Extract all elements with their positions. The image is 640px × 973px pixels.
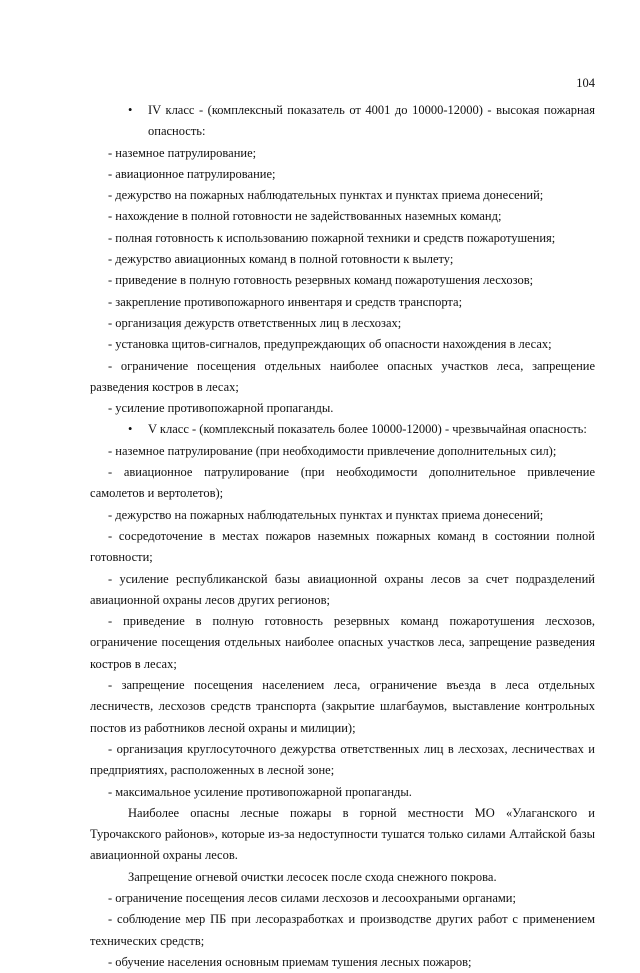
bullet-item: • V класс - (комплексный показатель более 10000-12000) - чрезвычайная опасность:	[90, 419, 595, 440]
dash-list-item: - авиационное патрулирование;	[108, 166, 276, 181]
dash-list-item: - закрепление противопожарного инвентаря и средств транспорта;	[108, 294, 463, 309]
dash-list-item: - приведение в полную готовность резервных команд пожаротушения лесхозов;	[108, 273, 534, 288]
dash-list-item: - усиление противопожарной пропаганды.	[108, 401, 334, 416]
dash-list-item: - организация дежурств ответственных лиц в лесхозах;	[108, 315, 402, 330]
dash-list-item: - дежурство авиационных команд в полной готовности к вылету;	[108, 252, 454, 267]
dash-list-item: - усиление республиканской базы авиационной охраны лесов за счет подразделений авиационной охраны лесов других регионов;	[90, 571, 595, 607]
bullet-item: • IV класс - (комплексный показатель от 4001 до 10000-12000) - высокая пожарная опасность:	[90, 100, 595, 143]
dash-list-item: - полная готовность к использованию пожарной техники и средств пожаротушения;	[108, 230, 556, 245]
dash-list-item: - организация круглосуточного дежурства ответственных лиц в лесхозах, лесничествах и предприятиях, расположенных в лесной зоне;	[90, 741, 595, 778]
paragraph: Запрещение огневой очистки лесосек после схода снежного покрова.	[128, 869, 497, 884]
dash-list-item: - приведение в полную готовность резервных команд пожаротушения лесхозов, ограничение посещения отдельных наиболее опасных участков леса, запрещение разведения костров в лесах;	[90, 614, 595, 671]
dash-list-item: - обучение населения основным приемам тушения лесных пожаров;	[108, 954, 472, 969]
dash-list-item: - дежурство на пожарных наблюдательных пунктах и пунктах приема донесений;	[108, 507, 544, 522]
dash-list-item: - сосредоточение в местах пожаров наземных пожарных команд в состоянии полной готовности;	[90, 528, 595, 565]
paragraph: Наиболее опасны лесные пожары в горной местности МО «Улаганского и Турочакского районов», которые из-за недоступности тушатся только силами Алтайской базы авиационной охраны лесов.	[90, 805, 595, 863]
dash-list-item: - ограничение посещения отдельных наиболее опасных участков леса, запрещение разведения костров в лесах;	[90, 358, 595, 394]
dash-list-item: - дежурство на пожарных наблюдательных пунктах и пунктах приема донесений;	[108, 188, 544, 203]
page-number: 104	[576, 76, 595, 90]
dash-list-item: - запрещение посещения населением леса, ограничение въезда в леса отдельных лесничеств, лесхозов средств транспорта (закрытие шлагбаумов, выставление контрольных постов из работников лесной охраны и милиции);	[90, 678, 595, 735]
dash-list-item: - нахождение в полной готовности не задействованных наземных команд;	[108, 209, 502, 224]
dash-list-item: - соблюдение мер ПБ при лесоразработках и производстве других работ с применением технических средств;	[90, 912, 595, 948]
dash-list-item: - максимальное усиление противопожарной пропаганды.	[108, 784, 412, 799]
dash-list-item: - установка щитов-сигналов, предупреждающих об опасности нахождения в лесах;	[108, 337, 552, 352]
dash-list-item: - наземное патрулирование;	[108, 145, 257, 160]
dash-list-item: - ограничение посещения лесов силами лесхозов и лесоохраными органами;	[108, 890, 516, 905]
document-body	[90, 100, 595, 973]
dash-list-item: - наземное патрулирование (при необходимости привлечение дополнительных сил);	[108, 443, 557, 458]
dash-list-item: - авиационное патрулирование (при необходимости дополнительное привлечение самолетов и вертолетов);	[90, 465, 595, 501]
